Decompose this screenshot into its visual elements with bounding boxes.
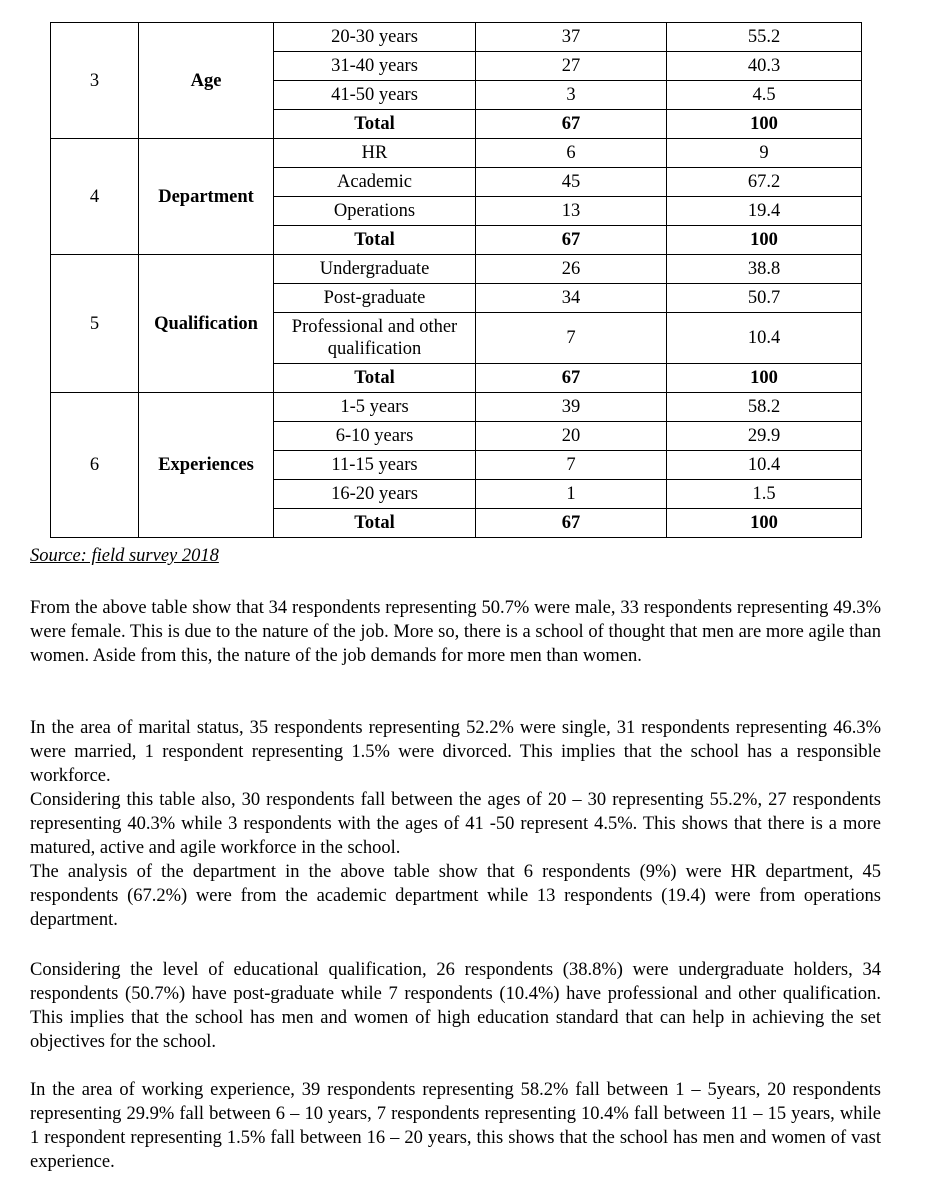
percentage-cell: 29.9 [667,422,862,451]
frequency-cell: 13 [476,197,667,226]
total-frequency-cell: 67 [476,364,667,393]
paragraph-qualification: Considering the level of educational qualification, 26 respondents (38.8%) were undergraduate holders, 34 respondents (50.7%) have post-graduate while 7 respondents (10.4%) have professional and other qualification. This implies that the school has men and women of high education standard that can help in achieving the set objectives for the school. [30,960,881,1052]
total-percentage-cell: 100 [667,110,862,139]
option-label-cell: Professional and other qualification [274,313,476,364]
group-category-cell: Experiences [139,393,274,538]
option-label-cell: Post-graduate [274,284,476,313]
group-number-cell: 5 [51,255,139,393]
option-label-cell: Academic [274,168,476,197]
frequency-cell: 45 [476,168,667,197]
total-frequency-cell: 67 [476,509,667,538]
percentage-cell: 55.2 [667,23,862,52]
percentage-cell: 1.5 [667,480,862,509]
frequency-cell: 26 [476,255,667,284]
table-row [51,23,862,52]
frequency-cell: 34 [476,284,667,313]
total-label-cell: Total [274,364,476,393]
frequency-cell: 3 [476,81,667,110]
group-number-cell: 4 [51,139,139,255]
total-label-cell: Total [274,226,476,255]
frequency-cell: 39 [476,393,667,422]
option-label-cell: 1-5 years [274,393,476,422]
demographics-table-body [51,23,862,538]
percentage-cell: 40.3 [667,52,862,81]
group-category-cell: Age [139,23,274,139]
table-source-note: Source: field survey 2018 [30,546,219,566]
total-label-cell: Total [274,509,476,538]
option-label-cell: 20-30 years [274,23,476,52]
option-label-cell: Undergraduate [274,255,476,284]
frequency-cell: 1 [476,480,667,509]
group-category-cell: Qualification [139,255,274,393]
total-percentage-cell: 100 [667,364,862,393]
table-row [51,139,862,168]
total-frequency-cell: 67 [476,110,667,139]
percentage-cell: 4.5 [667,81,862,110]
percentage-cell: 10.4 [667,451,862,480]
option-label-cell: 41-50 years [274,81,476,110]
option-label-cell: 31-40 years [274,52,476,81]
group-number-cell: 3 [51,23,139,139]
frequency-cell: 7 [476,451,667,480]
paragraph-marital-status: In the area of marital status, 35 respondents representing 52.2% were single, 31 respondents representing 46.3% were married, 1 respondent representing 1.5% were divorced. This implies that the school has a responsible workforce. [30,718,881,786]
table-row [51,255,862,284]
percentage-cell: 38.8 [667,255,862,284]
total-label-cell: Total [274,110,476,139]
paragraph-gender: From the above table show that 34 respondents representing 50.7% were male, 33 respondents representing 49.3% were female. This is due to the nature of the job. More so, there is a school of thought that men are more agile than women. Aside from this, the nature of the job demands for more men than women. [30,598,881,666]
total-frequency-cell: 67 [476,226,667,255]
option-label-cell: HR [274,139,476,168]
percentage-cell: 10.4 [667,313,862,364]
option-label-cell: 16-20 years [274,480,476,509]
percentage-cell: 9 [667,139,862,168]
frequency-cell: 6 [476,139,667,168]
group-category-cell: Department [139,139,274,255]
option-label-cell: 6-10 years [274,422,476,451]
table-row [51,393,862,422]
frequency-cell: 20 [476,422,667,451]
option-label-cell: 11-15 years [274,451,476,480]
percentage-cell: 67.2 [667,168,862,197]
frequency-cell: 7 [476,313,667,364]
total-percentage-cell: 100 [667,509,862,538]
percentage-cell: 50.7 [667,284,862,313]
percentage-cell: 58.2 [667,393,862,422]
frequency-cell: 27 [476,52,667,81]
group-number-cell: 6 [51,393,139,538]
paragraph-age: Considering this table also, 30 respondents fall between the ages of 20 – 30 representing 55.2%, 27 respondents representing 40.3% while 3 respondents with the ages of 41 -50 represent 4.5%. This shows that there is a more matured, active and agile workforce in the school. [30,790,881,858]
percentage-cell: 19.4 [667,197,862,226]
frequency-cell: 37 [476,23,667,52]
demographics-table [50,22,862,538]
paragraph-department: The analysis of the department in the above table show that 6 respondents (9%) were HR department, 45 respondents (67.2%) were from the academic department while 13 respondents (19.4) were from operations department. [30,862,881,930]
total-percentage-cell: 100 [667,226,862,255]
option-label-cell: Operations [274,197,476,226]
paragraph-experience: In the area of working experience, 39 respondents representing 58.2% fall between 1 – 5years, 20 respondents representing 29.9% fall between 6 – 10 years, 7 respondents representing 10.4% fall between 11 – 15 years, while 1 respondent representing 1.5% fall between 16 – 20 years, this shows that the school has men and women of vast experience. [30,1080,881,1172]
